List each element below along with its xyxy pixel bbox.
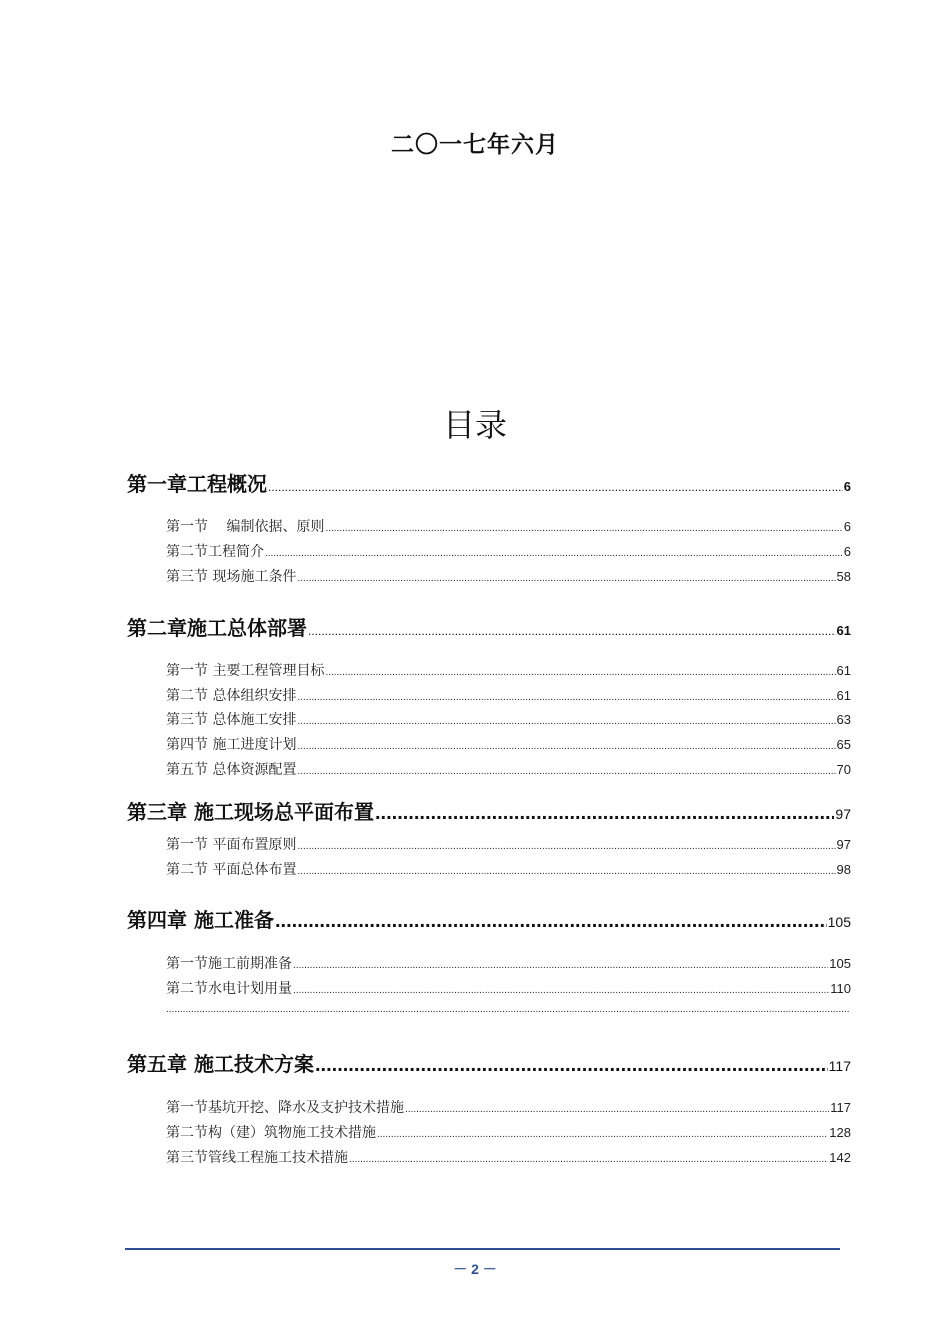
- toc-section-label: 第三节 总体施工安排: [166, 712, 297, 728]
- toc-section-2-1[interactable]: [166, 660, 851, 680]
- toc-leader-dots: [297, 841, 835, 852]
- toc-leader-dots: [297, 866, 835, 877]
- toc-page-number: 6: [843, 519, 851, 534]
- toc-page-number: 6: [843, 544, 851, 559]
- toc-page-number: 70: [836, 762, 851, 777]
- toc-page-number: 61: [836, 623, 851, 638]
- toc-chapter-1[interactable]: [127, 468, 851, 497]
- toc-leader-dots: [293, 985, 829, 996]
- footer-divider: [125, 1248, 840, 1250]
- toc-chapter-4[interactable]: [127, 904, 851, 933]
- toc-leader-dots: [297, 573, 835, 584]
- toc-leader-dots: [377, 1129, 828, 1140]
- toc-section-label: 第一节基坑开挖、降水及支护技术措施: [166, 1100, 404, 1116]
- toc-section-label: 第一节施工前期准备: [166, 956, 292, 972]
- toc-section-1-3[interactable]: [166, 566, 851, 586]
- toc-section-label: 第二节 总体组织安排: [166, 688, 297, 704]
- toc-section-label: 第二节工程简介: [166, 544, 264, 560]
- toc-leader-dots: [325, 523, 842, 534]
- toc-page-number: 63: [836, 712, 851, 727]
- toc-section-2-2[interactable]: [166, 685, 851, 705]
- toc-page-number: 97: [836, 837, 851, 852]
- toc-chapter-label: 第四章 施工准备: [127, 908, 274, 932]
- toc-section-label: 第二节水电计划用量: [166, 981, 292, 997]
- toc-page-number: 110: [830, 981, 851, 996]
- toc-section-label: 第四节 施工进度计划: [166, 737, 297, 753]
- toc-section-1-2[interactable]: [166, 541, 851, 561]
- toc-chapter-3[interactable]: [127, 796, 851, 825]
- toc-leader-dots: [265, 548, 843, 559]
- toc-title: 目录: [442, 406, 507, 444]
- toc-section-1-1[interactable]: [166, 516, 851, 536]
- toc-section-5-3[interactable]: [166, 1147, 851, 1167]
- toc-page-number: 98: [836, 862, 851, 877]
- toc-section-label: 第三节管线工程施工技术措施: [166, 1150, 348, 1166]
- toc-section-3-1[interactable]: [166, 834, 851, 854]
- toc-page-number: 105: [827, 914, 851, 930]
- toc-leader-dots: [349, 1154, 828, 1165]
- toc-page-number: 105: [829, 956, 851, 971]
- toc-chapter-label: 第一章工程概况: [127, 472, 267, 496]
- toc-leader-dots: [315, 1054, 828, 1077]
- toc-leader-dots: [293, 960, 828, 971]
- toc-leader-dots: [297, 741, 835, 752]
- toc-leader-dots: [405, 1104, 829, 1115]
- toc-page-number: 61: [836, 688, 851, 703]
- toc-page-number: 65: [836, 737, 851, 752]
- toc-leader-dots: [268, 480, 843, 494]
- toc-page-number: 117: [830, 1100, 851, 1115]
- toc-leader-dots: [375, 802, 834, 825]
- toc-page-number: 97: [835, 806, 851, 822]
- toc-leader-dots: [297, 692, 835, 703]
- toc-leader-dots-continuation: [166, 1004, 850, 1020]
- toc-page-number: 58: [836, 569, 851, 584]
- toc-page-number: 6: [843, 479, 851, 494]
- toc-section-label: 第三节 现场施工条件: [166, 569, 297, 585]
- toc-section-4-2[interactable]: [166, 978, 851, 998]
- toc-section-3-2[interactable]: [166, 859, 851, 879]
- toc-section-2-4[interactable]: [166, 734, 851, 754]
- toc-section-label: 第二节 平面总体布置: [166, 862, 297, 878]
- toc-section-label: 第一节 编制依据、原则: [166, 519, 325, 535]
- toc-section-label: 第一节 主要工程管理目标: [166, 663, 325, 679]
- toc-page-number: 61: [836, 663, 851, 678]
- toc-section-label: 第一节 平面布置原则: [166, 837, 297, 853]
- toc-chapter-label: 第二章施工总体部署: [127, 616, 307, 640]
- toc-leader-dots: [275, 910, 827, 933]
- toc-section-5-1[interactable]: [166, 1097, 851, 1117]
- toc-leader-dots: [325, 667, 835, 678]
- toc-section-2-3[interactable]: [166, 709, 851, 729]
- toc-section-label: 第五节 总体资源配置: [166, 762, 297, 778]
- toc-page-number: 142: [829, 1150, 851, 1165]
- toc-leader-dots: [297, 766, 835, 777]
- toc-leader-dots: [297, 716, 835, 727]
- toc-section-2-5[interactable]: [166, 759, 851, 779]
- toc-section-4-1[interactable]: [166, 953, 851, 973]
- toc-page-number: 117: [828, 1058, 851, 1074]
- toc-chapter-label: 第三章 施工现场总平面布置: [127, 800, 374, 824]
- toc-section-5-2[interactable]: [166, 1122, 851, 1142]
- toc-chapter-label: 第五章 施工技术方案: [127, 1052, 314, 1076]
- toc-page-number: 128: [829, 1125, 851, 1140]
- toc-chapter-5[interactable]: [127, 1048, 851, 1077]
- document-date: 二〇一七年六月: [391, 132, 559, 158]
- toc-section-label: 第二节构（建）筑物施工技术措施: [166, 1125, 376, 1141]
- footer-page-number: － 2 －: [453, 1261, 497, 1277]
- toc-leader-dots: [308, 624, 836, 638]
- toc-chapter-2[interactable]: [127, 612, 851, 641]
